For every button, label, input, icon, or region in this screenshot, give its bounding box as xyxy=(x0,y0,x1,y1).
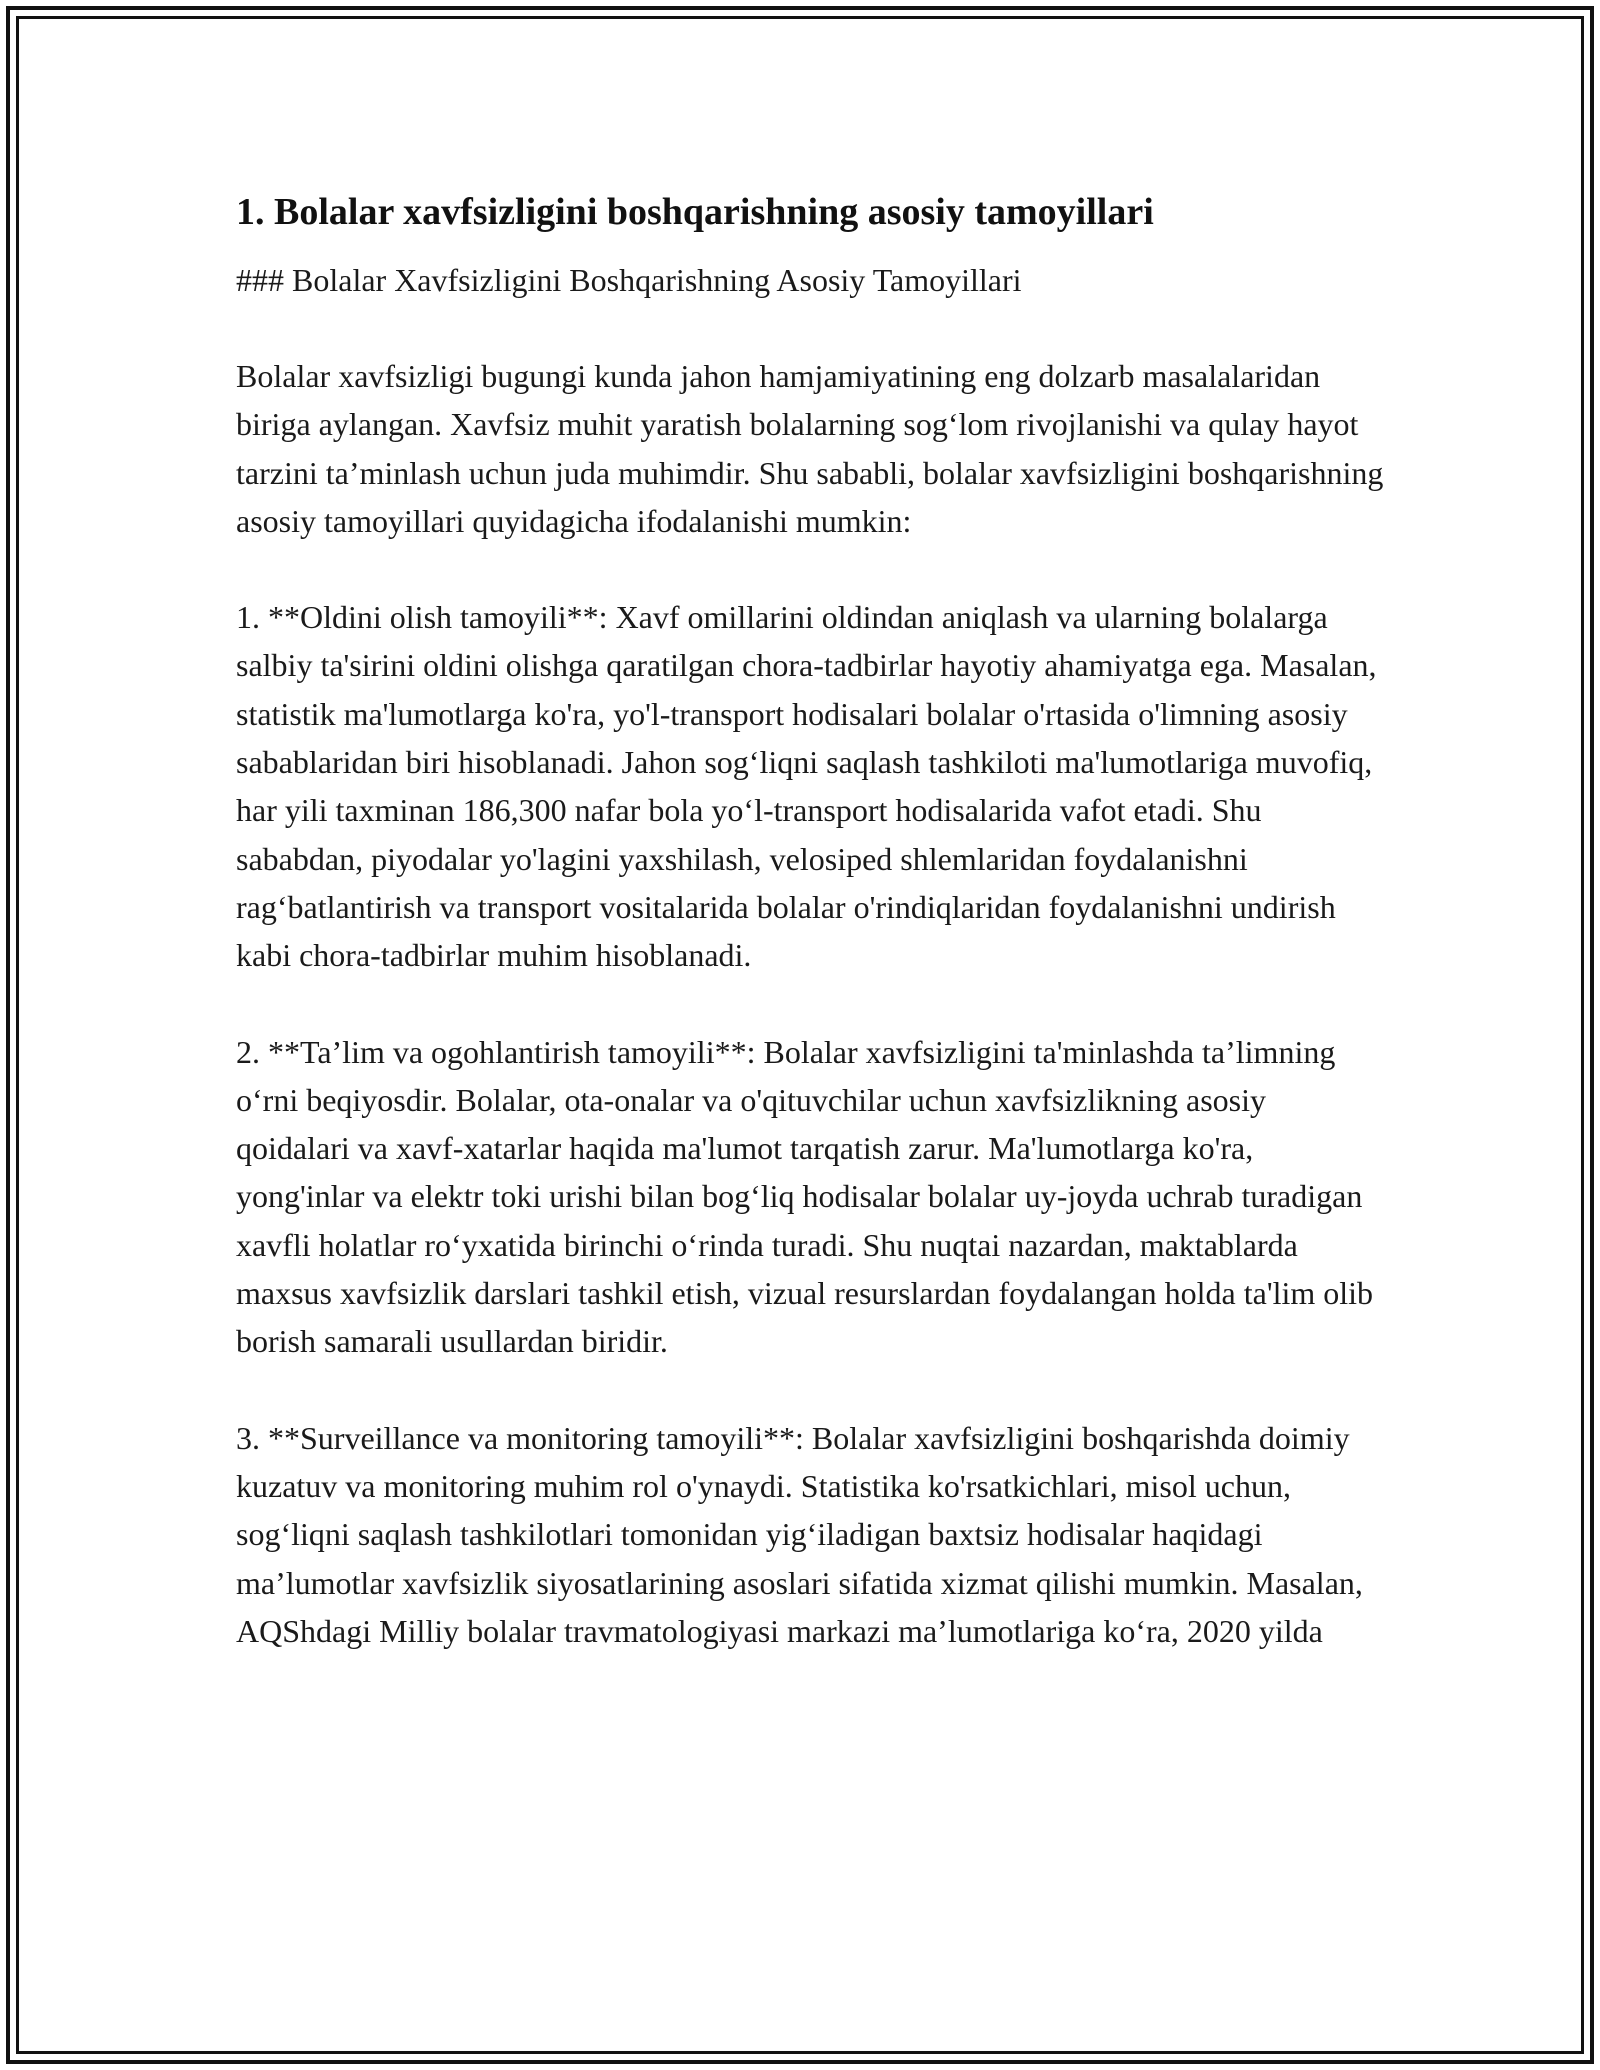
intro-paragraph: Bolalar xavfsizligi bugungi kunda jahon hamjamiyatining eng dolzarb masalalaridan biriga aylangan. Xavfsiz muhit yaratish bolalarning sog‘lom rivojlanishi va qulay hayot tarzini ta’minlash uchun juda muhimdir. Shu sababli, bolalar xavfsizligini boshqarishning asosiy tamoyillari quyidagicha ifodalanishi mumkin: xyxy=(236,358,1384,539)
document-subheading: ### Bolalar Xavfsizligini Boshqarishning Asosiy Tamoyillari xyxy=(236,262,1022,298)
principle-paragraph-2: 2. **Ta’lim va ogohlantirish tamoyili**: Bolalar xavfsizligini ta'minlashda ta’limning o‘rni beqiyosdir. Bolalar, ota-onalar va o'qituvchilar uchun xavfsizlikning asosiy qoidalari va xavf-xatarlar haqida ma'lumot tarqatish zarur. Ma'lumotlarga ko'ra, yong'inlar va elektr toki urishi bilan bog‘liq hodisalar bolalar uy-joyda uchrab turadigan xavfli holatlar ro‘yxatida birinchi o‘rinda turadi. Shu nuqtai nazardan, maktablarda maxsus xavfsizlik darslari tashkil etish, vizual resurslardan foydalangan holda ta'lim olib borish samarali usullardan biridir. xyxy=(236,1033,1374,1360)
document-body xyxy=(236,188,1386,1655)
document-title: 1. Bolalar xavfsizligini boshqarishning asosiy tamoyillari xyxy=(236,191,1154,233)
principle-paragraph-3: 3. **Surveillance va monitoring tamoyili**: Bolalar xavfsizligini boshqarishda doimiy kuzatuv va monitoring muhim rol o'ynaydi. Statistika ko'rsatkichlari, misol uchun, sog‘liqni saqlash tashkilotlari tomonidan yig‘iladigan baxtsiz hodisalar haqidagi ma’lumotlar xavfsizlik siyosatlarining asoslari sifatida xizmat qilishi mumkin. Masalan, AQShdagi Milliy bolalar travmatologiyasi markazi ma’lumotlariga ko‘ra, 2020 yilda xyxy=(236,1419,1363,1649)
principle-paragraph-1: 1. **Oldini olish tamoyili**: Xavf omillarini oldindan aniqlash va ularning bolalarga salbiy ta'sirini oldini olishga qaratilgan chora-tadbirlar hayotiy ahamiyatga ega. Masalan, statistik ma'lumotlarga ko'ra, yo'l-transport hodisalari bolalar o'rtasida o'limning asosiy sabablaridan biri hisoblanadi. Jahon sog‘liqni saqlash tashkiloti ma'lumotlariga muvofiq, har yili taxminan 186,300 nafar bola yo‘l-transport hodisalarida vafot etadi. Shu sababdan, piyodalar yo'lagini yaxshilash, velosiped shlemlaridan foydalanishni rag‘batlantirish va transport vositalarida bolalar o'rindiqlaridan foydalanishni undirish kabi chora-tadbirlar muhim hisoblanadi. xyxy=(236,599,1377,974)
